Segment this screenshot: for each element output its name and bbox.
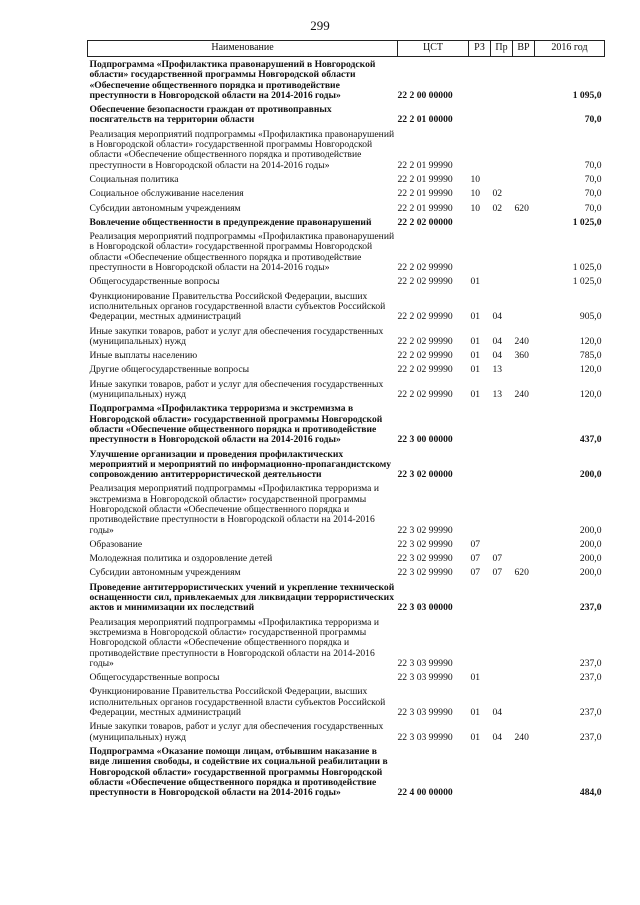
row-cst: 22 2 02 99990 xyxy=(397,350,453,362)
header-cst: ЦСТ xyxy=(398,41,469,57)
row-name: Реализация мероприятий подпрограммы «Профилактика правонарушений в Новгородской области» государственной программы Новгородской области «Обеспечение общественного порядка и противодействие преступности в Новгородской области на 2014-2016 годы» xyxy=(89,231,395,274)
row-sum: 70,0 xyxy=(584,188,602,200)
row-rz: 01 xyxy=(470,389,481,401)
row-cst: 22 3 02 99990 xyxy=(397,567,453,579)
row-name: Улучшение организации и проведения профилактических мероприятий и мероприятий по информационно-пропагандистскому сопровождению антитеррористической деятельности xyxy=(89,448,392,481)
table-row xyxy=(88,102,605,127)
header-name: Наименование xyxy=(88,41,398,57)
table-row xyxy=(88,362,605,376)
row-rz xyxy=(469,229,491,274)
row-sum: 200,0 xyxy=(579,469,602,481)
row-sum: 1 095,0 xyxy=(572,89,602,101)
table-row xyxy=(88,481,605,536)
table-row xyxy=(88,186,605,200)
row-sum: 237,0 xyxy=(579,602,602,614)
row-name: Вовлечение общественности в предупреждение правонарушений xyxy=(89,216,372,228)
row-cst: 22 2 02 00000 xyxy=(397,216,453,228)
budget-table xyxy=(87,40,605,799)
row-name: Общегосударственные вопросы xyxy=(89,276,220,288)
table-row xyxy=(88,201,605,215)
row-pr xyxy=(491,229,513,274)
row-vr xyxy=(513,215,535,229)
row-rz: 01 xyxy=(470,311,481,323)
row-sum: 200,0 xyxy=(579,524,602,536)
row-pr: 13 xyxy=(492,389,503,401)
row-vr xyxy=(513,289,535,324)
row-sum: 785,0 xyxy=(579,350,602,362)
row-pr: 04 xyxy=(492,350,503,362)
row-rz xyxy=(469,615,491,670)
table-row xyxy=(88,565,605,579)
row-rz: 01 xyxy=(470,335,481,347)
table-row xyxy=(88,172,605,186)
row-cst: 22 3 03 99990 xyxy=(397,672,453,684)
row-sum: 200,0 xyxy=(579,553,602,565)
row-name: Реализация мероприятий подпрограммы «Профилактика правонарушений в Новгородской области» государственной программы Новгородской области «Обеспечение общественного порядка и противодействие преступности в Новгородской области на 2014-2016 годы» xyxy=(89,128,395,171)
row-name: Иные выплаты населению xyxy=(89,350,198,362)
row-rz: 10 xyxy=(470,173,481,185)
row-vr xyxy=(513,186,535,200)
row-rz: 01 xyxy=(470,364,481,376)
row-rz: 07 xyxy=(470,567,481,579)
table-body xyxy=(88,57,605,800)
row-pr xyxy=(491,57,513,103)
row-name: Общегосударственные вопросы xyxy=(89,672,220,684)
row-name: Субсидии автономным учреждениям xyxy=(89,567,241,579)
row-pr xyxy=(491,215,513,229)
row-rz xyxy=(469,127,491,172)
row-rz: 01 xyxy=(470,350,481,362)
row-name: Функционирование Правительства Российской Федерации, высших исполнительных органов государственной власти субъектов Российской Федерации, местных администраций xyxy=(89,686,386,719)
row-vr xyxy=(513,684,535,719)
row-pr xyxy=(491,401,513,446)
row-cst: 22 3 03 99990 xyxy=(397,731,453,743)
row-pr: 04 xyxy=(492,335,503,347)
header-pr: Пр xyxy=(491,41,513,57)
row-rz: 07 xyxy=(470,553,481,565)
row-pr xyxy=(491,481,513,536)
row-name: Реализация мероприятий подпрограммы «Профилактика терроризма и экстремизма в Новгородской области» государственной программы Новгородской области «Обеспечение общественного порядка и противодействие преступности в Новгородской области на 2014-2016 годы» xyxy=(89,483,379,536)
row-vr xyxy=(513,401,535,446)
row-name: Проведение антитеррористических учений и укрепление технической оснащенности сил, привлекаемых для ликвидации террористических актов и минимизации их последствий xyxy=(89,581,395,614)
row-pr xyxy=(491,172,513,186)
header-vr: ВР xyxy=(513,41,535,57)
header-year: 2016 год xyxy=(535,41,605,57)
row-pr xyxy=(491,670,513,684)
row-rz: 10 xyxy=(470,202,481,214)
row-sum: 237,0 xyxy=(579,657,602,669)
row-sum: 200,0 xyxy=(579,538,602,550)
row-vr xyxy=(513,362,535,376)
row-rz xyxy=(469,744,491,799)
table-row xyxy=(88,401,605,446)
table-row xyxy=(88,229,605,274)
row-cst: 22 3 02 99990 xyxy=(397,553,453,565)
row-vr xyxy=(513,580,535,615)
row-name: Функционирование Правительства Российской Федерации, высших исполнительных органов государственной власти субъектов Российской Федерации, местных администраций xyxy=(89,290,386,323)
table-row xyxy=(88,615,605,670)
row-cst: 22 2 01 99990 xyxy=(397,173,453,185)
row-sum: 237,0 xyxy=(579,707,602,719)
row-cst: 22 2 02 99990 xyxy=(397,364,453,376)
row-name: Молодежная политика и оздоровление детей xyxy=(89,553,273,565)
row-pr xyxy=(491,744,513,799)
row-rz xyxy=(469,481,491,536)
row-vr xyxy=(513,615,535,670)
row-name: Другие общегосударственные вопросы xyxy=(89,364,250,376)
row-cst: 22 3 02 99990 xyxy=(397,538,453,550)
row-cst: 22 3 00 00000 xyxy=(397,434,453,446)
row-vr xyxy=(513,670,535,684)
row-rz xyxy=(469,447,491,482)
row-pr: 13 xyxy=(492,364,503,376)
row-pr: 04 xyxy=(492,311,503,323)
row-cst: 22 2 02 99990 xyxy=(397,335,453,347)
row-pr xyxy=(491,274,513,288)
row-vr xyxy=(513,551,535,565)
row-pr: 02 xyxy=(492,202,503,214)
row-name: Реализация мероприятий подпрограммы «Профилактика терроризма и экстремизма в Новгородской области» государственной программы Новгородской области «Обеспечение общественного порядка и противодействие преступности в Новгородской области на 2014-2016 годы» xyxy=(89,616,379,669)
row-cst: 22 2 01 99990 xyxy=(397,188,453,200)
row-rz xyxy=(469,401,491,446)
row-sum: 905,0 xyxy=(579,311,602,323)
row-vr: 620 xyxy=(514,567,529,579)
row-name: Подпрограмма «Профилактика правонарушений в Новгородской области» государственной программы Новгородской области «Обеспечение общественного порядка и противодействие преступности в Новгородской области на 2014-2016 годы» xyxy=(89,59,376,101)
row-vr: 240 xyxy=(514,389,529,401)
row-cst: 22 4 00 00000 xyxy=(397,787,453,799)
row-rz xyxy=(469,580,491,615)
table-row xyxy=(88,215,605,229)
table-row xyxy=(88,274,605,288)
row-pr xyxy=(491,537,513,551)
row-vr xyxy=(513,274,535,288)
row-pr xyxy=(491,615,513,670)
row-sum: 200,0 xyxy=(579,567,602,579)
row-cst: 22 2 01 99990 xyxy=(397,202,453,214)
table-row xyxy=(88,447,605,482)
row-name: Субсидии автономным учреждениям xyxy=(89,202,241,214)
row-pr xyxy=(491,580,513,615)
table-row xyxy=(88,744,605,799)
row-pr xyxy=(491,127,513,172)
row-sum: 1 025,0 xyxy=(572,216,602,228)
row-rz xyxy=(469,102,491,127)
row-name: Социальная политика xyxy=(89,173,179,185)
row-pr: 04 xyxy=(492,731,503,743)
row-rz: 01 xyxy=(470,707,481,719)
row-cst: 22 3 03 99990 xyxy=(397,707,453,719)
row-cst: 22 2 01 99990 xyxy=(397,159,453,171)
row-vr: 620 xyxy=(514,202,529,214)
row-vr xyxy=(513,447,535,482)
row-vr: 360 xyxy=(514,350,529,362)
table-row xyxy=(88,289,605,324)
row-sum: 70,0 xyxy=(584,202,602,214)
row-sum: 120,0 xyxy=(579,335,602,347)
row-vr: 240 xyxy=(514,335,529,347)
row-name: Подпрограмма «Профилактика терроризма и экстремизма в Новгородской области» государственной программы Новгородской области «Обеспечение общественного порядка и противодействие преступности в Новгородской области на 2014-2016 годы» xyxy=(89,403,383,446)
row-vr xyxy=(513,229,535,274)
table-row xyxy=(88,670,605,684)
row-pr xyxy=(491,102,513,127)
row-rz: 10 xyxy=(470,188,481,200)
row-sum: 237,0 xyxy=(579,672,602,684)
row-name: Подпрограмма «Оказание помощи лицам, отбывшим наказание в виде лишения свободы, и содействие их социальной реабилитации в Новгородской области» государственной программы Новгородской области «Обеспечение общественного порядка и противодействие преступности в Новгородской области на 2014-2016 годы» xyxy=(89,745,388,799)
row-sum: 437,0 xyxy=(579,434,602,446)
table-row xyxy=(88,348,605,362)
row-sum: 484,0 xyxy=(579,787,602,799)
row-name: Иные закупки товаров, работ и услуг для обеспечения государственных (муниципальных) нужд xyxy=(89,721,384,743)
row-sum: 120,0 xyxy=(579,364,602,376)
header-rz: РЗ xyxy=(469,41,491,57)
row-name: Обеспечение безопасности граждан от противоправных посягательств на территории области xyxy=(89,104,332,126)
table-row xyxy=(88,324,605,349)
row-cst: 22 3 03 00000 xyxy=(397,602,453,614)
row-sum: 70,0 xyxy=(584,114,602,126)
row-vr: 240 xyxy=(514,731,529,743)
table-header-row xyxy=(88,41,605,57)
table-row xyxy=(88,127,605,172)
row-rz: 01 xyxy=(470,672,481,684)
table-row xyxy=(88,684,605,719)
row-name: Иные закупки товаров, работ и услуг для обеспечения государственных (муниципальных) нужд xyxy=(89,378,384,401)
row-vr xyxy=(513,57,535,103)
row-rz: 01 xyxy=(470,731,481,743)
row-cst: 22 2 02 99990 xyxy=(397,276,453,288)
row-sum: 70,0 xyxy=(584,173,602,185)
row-cst: 22 2 02 99990 xyxy=(397,389,453,401)
row-vr xyxy=(513,127,535,172)
row-cst: 22 2 02 99990 xyxy=(397,311,453,323)
row-sum: 120,0 xyxy=(579,389,602,401)
row-cst: 22 3 02 99990 xyxy=(397,524,453,536)
row-cst: 22 2 01 00000 xyxy=(397,114,453,126)
table-row xyxy=(88,57,605,103)
row-cst: 22 3 03 99990 xyxy=(397,657,453,669)
row-pr: 07 xyxy=(492,567,503,579)
row-cst: 22 3 02 00000 xyxy=(397,469,453,481)
table-row xyxy=(88,377,605,402)
row-sum: 237,0 xyxy=(579,731,602,743)
row-sum: 1 025,0 xyxy=(572,276,602,288)
row-vr xyxy=(513,744,535,799)
row-vr xyxy=(513,102,535,127)
row-pr: 02 xyxy=(492,188,503,200)
row-sum: 70,0 xyxy=(584,159,602,171)
row-name: Иные закупки товаров, работ и услуг для обеспечения государственных (муниципальных) нужд xyxy=(89,325,384,347)
row-vr xyxy=(513,172,535,186)
row-rz xyxy=(469,215,491,229)
row-cst: 22 2 00 00000 xyxy=(397,89,453,101)
row-vr xyxy=(513,537,535,551)
row-name: Образование xyxy=(89,538,143,550)
row-pr xyxy=(491,447,513,482)
row-rz: 01 xyxy=(470,276,481,288)
row-vr xyxy=(513,481,535,536)
row-rz: 07 xyxy=(470,538,481,550)
table-row xyxy=(88,719,605,744)
row-pr: 07 xyxy=(492,553,503,565)
row-rz xyxy=(469,57,491,103)
row-sum: 1 025,0 xyxy=(572,262,602,274)
table-row xyxy=(88,537,605,551)
page-number: 299 xyxy=(310,18,330,33)
table-row xyxy=(88,580,605,615)
row-cst: 22 2 02 99990 xyxy=(397,262,453,274)
row-name: Социальное обслуживание населения xyxy=(89,188,244,200)
row-pr: 04 xyxy=(492,707,503,719)
table-row xyxy=(88,551,605,565)
